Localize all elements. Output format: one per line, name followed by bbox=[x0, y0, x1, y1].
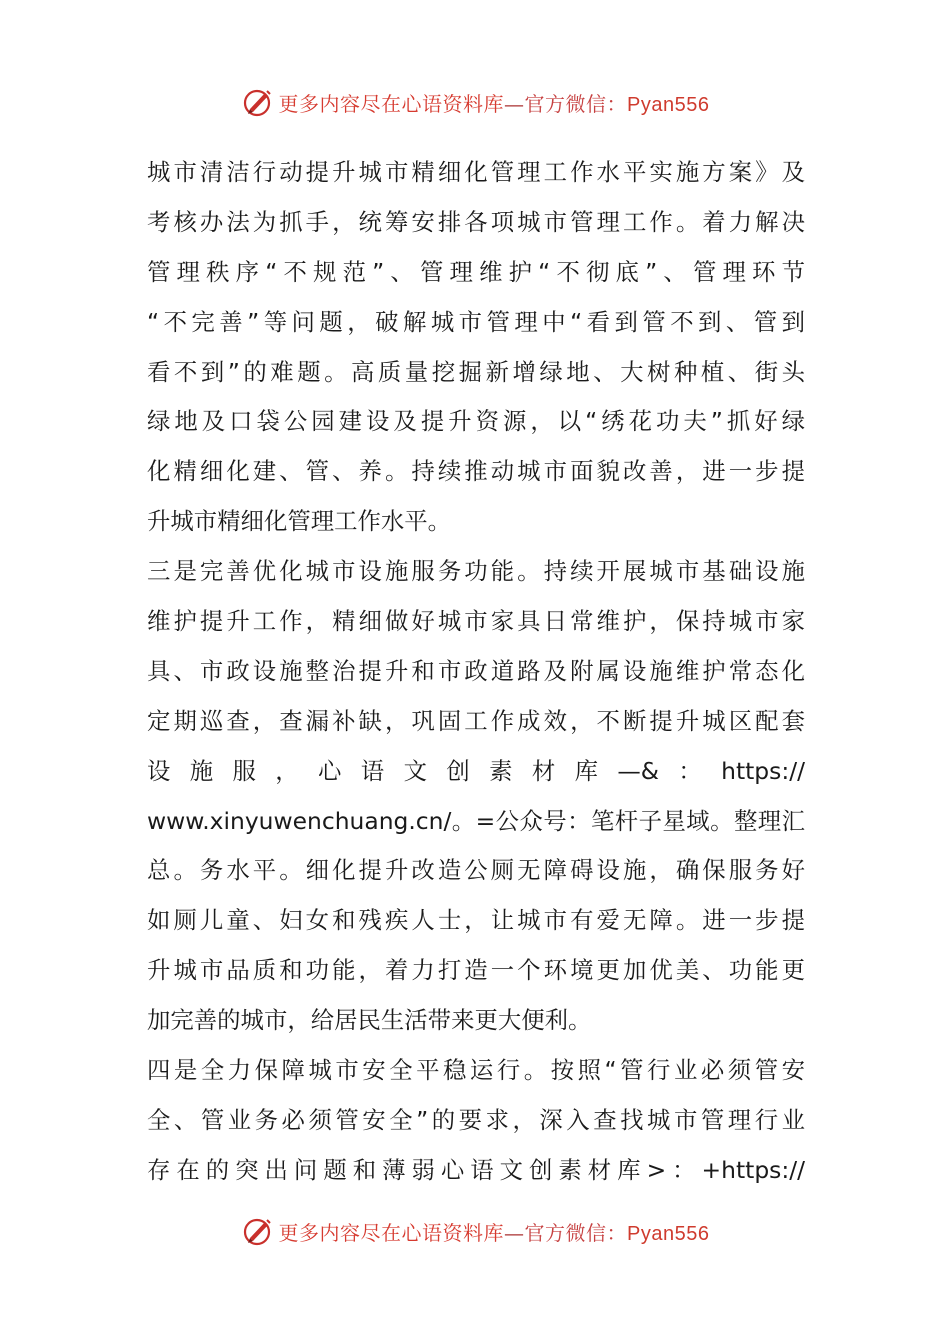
body-line: 具、市政设施整治提升和市政道路及附属设施维护常态化 bbox=[147, 656, 805, 685]
header-wechat-label: 官方微信： bbox=[524, 91, 628, 116]
body-line: 考核办法为抓手，统筹安排各项城市管理工作。着力解决 bbox=[147, 207, 805, 236]
body-line: 加完善的城市，给居民生活带来更大便利。 bbox=[147, 1006, 592, 1035]
body-line: 化精细化建、管、养。持续推动城市面貌改善，进一步提 bbox=[147, 457, 805, 486]
body-line: 看不到”的难题。高质量挖掘新增绿地、大树种植、街头 bbox=[147, 357, 805, 386]
footer-banner-prefix: 更多内容尽在心语资料库 bbox=[278, 1220, 505, 1245]
header-banner bbox=[0, 82, 950, 122]
body-line: 三是完善优化城市设施服务功能。持续开展城市基础设施 bbox=[147, 557, 805, 586]
body-line: 全、管业务必须管安全”的要求，深入查找城市管理行业 bbox=[147, 1105, 805, 1134]
body-line: 四是全力保障城市安全平稳运行。按照“管行业必须管安 bbox=[147, 1056, 805, 1085]
header-banner-separator: — bbox=[504, 91, 525, 116]
body-line: 设施服，心语文创素材库—&：https:// bbox=[147, 756, 805, 785]
footer-banner bbox=[0, 1211, 950, 1251]
header-banner-text bbox=[279, 88, 710, 117]
body-line: 总。务水平。细化提升改造公厕无障碍设施，确保服务好 bbox=[147, 856, 805, 885]
pen-logo-icon bbox=[241, 85, 275, 119]
body-line: 管理秩序“不规范”、管理维护“不彻底”、管理环节 bbox=[147, 257, 805, 286]
footer-banner-text bbox=[279, 1217, 710, 1246]
body-line: 维护提升工作，精细做好城市家具日常维护，保持城市家 bbox=[147, 607, 805, 636]
body-line: 定期巡查，查漏补缺，巩固工作成效，不断提升城区配套 bbox=[147, 706, 805, 735]
body-line: 升城市精细化管理工作水平。 bbox=[147, 507, 452, 536]
footer-wechat-id: Pyan556 bbox=[627, 1222, 710, 1245]
body-line: 如厕儿童、妇女和残疾人士，让城市有爱无障。进一步提 bbox=[147, 906, 805, 935]
body-line: 城市清洁行动提升城市精细化管理工作水平实施方案》及 bbox=[147, 158, 805, 186]
body-line: “不完善”等问题，破解城市管理中“看到管不到、管到 bbox=[147, 307, 805, 336]
body-line: 绿地及口袋公园建设及提升资源，以“绣花功夫”抓好绿 bbox=[147, 407, 805, 436]
header-banner-prefix: 更多内容尽在心语资料库 bbox=[278, 91, 505, 116]
footer-wechat-label: 官方微信： bbox=[524, 1220, 628, 1245]
footer-banner-separator: — bbox=[504, 1220, 525, 1245]
body-line: www.xinyuwenchuang.cn/。=公众号：笔杆子星域。整理汇 bbox=[147, 806, 805, 835]
pen-logo-icon bbox=[241, 1214, 275, 1248]
header-wechat-id: Pyan556 bbox=[627, 93, 710, 116]
body-line: 升城市品质和功能，着力打造一个环境更加优美、功能更 bbox=[147, 956, 805, 985]
document-body bbox=[147, 148, 805, 1196]
body-line: 存在的突出问题和薄弱心语文创素材库>：+https:// bbox=[147, 1155, 805, 1184]
